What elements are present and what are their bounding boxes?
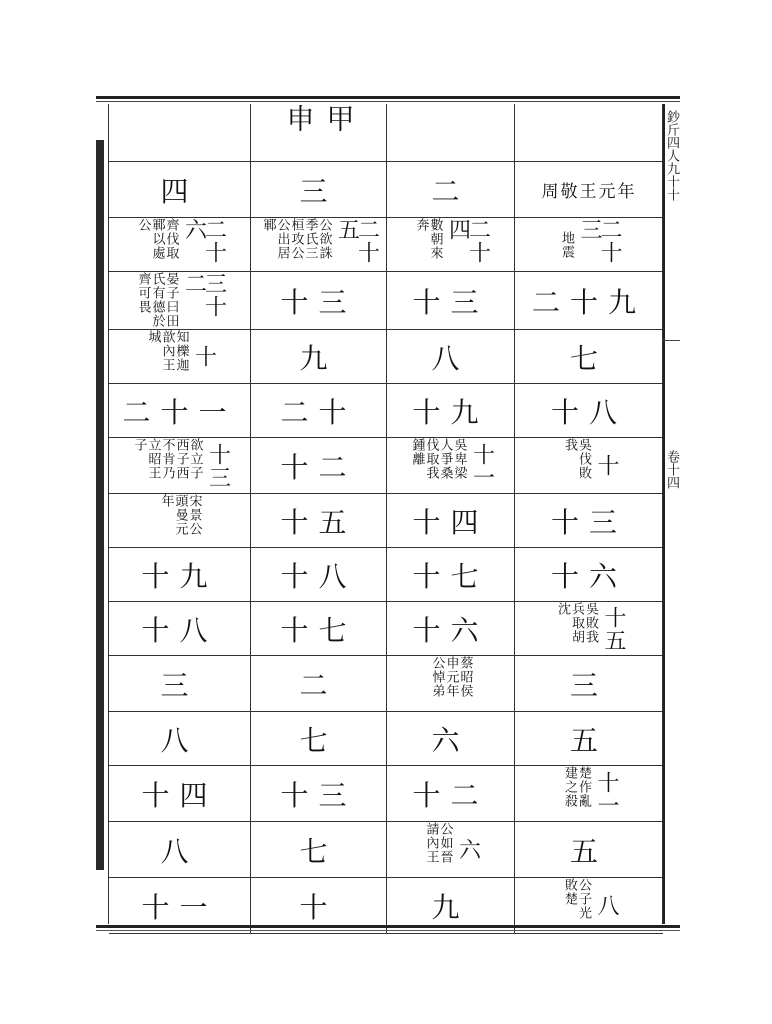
table-cell — [109, 656, 251, 712]
table-cell — [387, 602, 515, 656]
cell-content — [109, 712, 250, 765]
top-border-rule — [96, 96, 680, 99]
table-cell — [109, 602, 251, 656]
table-cell — [251, 602, 387, 656]
margin-volume-label: 卷十四 — [664, 450, 679, 489]
cell-content — [387, 218, 514, 271]
cell-note: 欲立子西子西不肯乃立昭王子 — [131, 438, 203, 480]
cell-number: 十 — [594, 454, 619, 477]
header-cell — [251, 104, 387, 162]
cell-note: 吳卑梁人爭桑伐取我鍾離 — [409, 438, 467, 480]
header-cell — [515, 104, 663, 162]
cell-content — [387, 712, 514, 765]
table-cell — [387, 548, 515, 602]
cell-note: 公子光敗楚 — [562, 878, 591, 920]
cell-note: 數朝來奔 — [413, 218, 443, 260]
cell-note: 吳敗我兵取胡沈 — [555, 602, 598, 644]
table-cell — [109, 548, 251, 602]
cell-number: 十四 — [141, 778, 218, 812]
header-cell — [109, 104, 251, 162]
table-cell — [109, 330, 251, 384]
cell-content — [251, 656, 386, 711]
table-cell — [109, 494, 251, 548]
table-cell — [515, 602, 663, 656]
cell-number: 十八 — [280, 559, 357, 593]
cell-content — [251, 766, 386, 821]
cell-content — [251, 712, 386, 765]
cell-number: 十一 — [141, 890, 218, 924]
bottom-border-rule — [96, 925, 680, 928]
table-cell — [251, 494, 387, 548]
binding-spine — [96, 140, 104, 870]
ordinal-text: 三 — [299, 174, 338, 208]
table-cell — [251, 384, 387, 438]
cell-content — [387, 384, 514, 437]
cell-number: 十四 — [412, 505, 489, 539]
cell-number: 十三 — [205, 442, 231, 489]
cell-content — [387, 822, 514, 877]
cell-number: 十八 — [550, 395, 627, 429]
cell-content — [387, 656, 514, 711]
cell-content — [515, 384, 663, 437]
table-cell — [109, 712, 251, 766]
cell-content — [515, 494, 663, 547]
cell-content — [515, 712, 663, 765]
cell-number: 十二 — [280, 450, 357, 484]
cell-number: 八 — [160, 723, 199, 757]
cell-number: 八 — [160, 834, 199, 868]
cell-content — [109, 548, 250, 601]
cell-note: 齊伐取鄆以處公 — [135, 218, 179, 260]
margin-divider — [662, 340, 680, 341]
cell-number: 九 — [431, 890, 470, 924]
bottom-border-rule-thin — [96, 930, 680, 931]
table-cell — [109, 218, 251, 272]
cell-content — [515, 548, 663, 601]
cell-number: 二十九 — [531, 285, 646, 319]
table-cell — [515, 766, 663, 822]
cell-content — [515, 438, 663, 493]
cell-number: 十三 — [550, 505, 627, 539]
cell-number: 十七 — [412, 559, 489, 593]
cell-content — [109, 272, 250, 329]
cell-number: 十七 — [280, 613, 357, 647]
cell-content — [109, 330, 250, 383]
table-cell — [109, 272, 251, 330]
table-cell — [515, 330, 663, 384]
cell-number: 十 — [191, 345, 217, 368]
cell-content — [387, 766, 514, 821]
cell-note: 蔡昭侯申元年公悼弟 — [429, 656, 473, 698]
table-cell — [515, 822, 663, 878]
table-cell — [251, 272, 387, 330]
cell-note: 公如晉請內王 — [423, 822, 453, 864]
cell-note: 宋景公頭曼元年 — [158, 494, 202, 536]
cell-number: 十一 — [594, 770, 619, 817]
ordinal-cell — [515, 162, 663, 218]
cell-note: 公欲誅季氏三桓攻公公出居鄆 — [260, 218, 332, 260]
cell-number: 八 — [594, 894, 619, 917]
cell-number: 七 — [299, 723, 338, 757]
cell-number: 二十五 — [334, 218, 380, 264]
table-cell — [251, 330, 387, 384]
cell-content — [109, 384, 250, 437]
cell-content — [515, 656, 663, 711]
ordinal-cell — [387, 162, 515, 218]
cell-number: 十六 — [412, 613, 489, 647]
cell-number: 十五 — [601, 605, 626, 652]
table-cell — [251, 822, 387, 878]
cell-number: 三 — [569, 668, 608, 702]
cell-number: 六 — [431, 723, 470, 757]
cell-content — [387, 548, 514, 601]
table-cell — [387, 218, 515, 272]
cell-number: 十 — [299, 890, 338, 924]
header-cell — [387, 104, 515, 162]
table-cell — [387, 438, 515, 494]
cell-note: 吳伐敗我 — [562, 438, 591, 480]
table-cell — [515, 272, 663, 330]
cell-content — [251, 438, 386, 493]
cell-number: 十八 — [141, 613, 218, 647]
cell-number: 二十 — [280, 395, 357, 429]
cell-number: 十一 — [469, 442, 495, 489]
cell-number: 九 — [299, 341, 338, 375]
cell-content — [387, 272, 514, 329]
top-border-rule-thin — [96, 101, 680, 102]
cell-number: 三十二 — [181, 272, 227, 318]
cell-note: 楚作亂建之殺 — [562, 766, 591, 808]
cell-number: 二十四 — [445, 218, 491, 264]
cell-content — [251, 548, 386, 601]
cell-number: 五 — [569, 834, 608, 868]
cell-content — [515, 272, 663, 329]
cell-note: 晏子曰田氏有德於齊可畏 — [135, 272, 179, 328]
cell-content — [515, 822, 663, 877]
table-cell — [251, 766, 387, 822]
cell-content — [387, 602, 514, 655]
cell-content — [109, 438, 250, 493]
ordinal-cell — [251, 162, 387, 218]
table-cell — [251, 218, 387, 272]
cell-number: 五 — [569, 723, 608, 757]
cell-number: 七 — [299, 834, 338, 868]
cell-content — [109, 766, 250, 821]
cell-number: 二十一 — [122, 395, 237, 429]
cell-note: 知櫟迦歆內王城 — [145, 330, 189, 372]
cell-number: 十三 — [280, 285, 357, 319]
table-cell — [387, 656, 515, 712]
cell-content — [251, 218, 386, 271]
table-cell — [251, 548, 387, 602]
cell-number: 六 — [455, 838, 481, 861]
table-cell — [515, 712, 663, 766]
table-cell — [387, 766, 515, 822]
table-cell — [251, 712, 387, 766]
ordinal-text: 二 — [431, 174, 470, 208]
cell-number: 八 — [431, 341, 470, 375]
cell-content — [251, 330, 386, 383]
ordinal-cell — [109, 162, 251, 218]
cell-content — [387, 438, 514, 493]
table-cell — [387, 822, 515, 878]
cell-number: 十二 — [412, 778, 489, 812]
cell-number: 十三 — [412, 285, 489, 319]
table-cell — [387, 712, 515, 766]
table-cell — [515, 494, 663, 548]
table-cell — [387, 384, 515, 438]
cell-number: 二 — [299, 668, 338, 702]
cell-number: 二十三 — [577, 218, 622, 264]
cell-content — [515, 766, 663, 821]
table-cell — [387, 330, 515, 384]
table-cell — [515, 548, 663, 602]
cell-content — [109, 656, 250, 711]
table-cell — [515, 656, 663, 712]
cell-number: 七 — [569, 341, 608, 375]
table-cell — [109, 384, 251, 438]
cell-content — [251, 384, 386, 437]
cell-content — [251, 494, 386, 547]
margin-header-text: 鈔斤四人九十十 — [664, 110, 679, 201]
chronology-table — [108, 104, 665, 924]
table-cell — [109, 438, 251, 494]
cell-content — [515, 330, 663, 383]
table-cell — [109, 766, 251, 822]
table-cell — [251, 438, 387, 494]
header-text: 甲申 — [282, 104, 356, 134]
cell-content — [109, 218, 250, 271]
cell-content — [109, 602, 250, 655]
cell-content — [387, 494, 514, 547]
cell-number: 十九 — [412, 395, 489, 429]
cell-content — [515, 602, 663, 655]
cell-number: 十三 — [280, 778, 357, 812]
cell-note: 地震 — [559, 230, 574, 259]
cell-number: 二十六 — [181, 218, 227, 264]
cell-number: 十九 — [141, 559, 218, 593]
cell-content — [387, 330, 514, 383]
table-cell — [109, 822, 251, 878]
cell-number: 十六 — [550, 559, 627, 593]
table-cell — [387, 494, 515, 548]
ordinal-text: 周敬王元年 — [541, 182, 637, 202]
table-cell — [515, 438, 663, 494]
table-cell — [387, 272, 515, 330]
table-cell — [515, 218, 663, 272]
cell-content — [251, 822, 386, 877]
cell-number: 十五 — [280, 505, 357, 539]
ordinal-text: 四 — [160, 174, 199, 208]
table-cell — [251, 656, 387, 712]
cell-content — [251, 272, 386, 329]
cell-content — [109, 822, 250, 877]
cell-content — [109, 494, 250, 547]
table-cell — [515, 384, 663, 438]
cell-number: 三 — [160, 668, 199, 702]
cell-content — [251, 602, 386, 655]
cell-content — [515, 218, 663, 271]
